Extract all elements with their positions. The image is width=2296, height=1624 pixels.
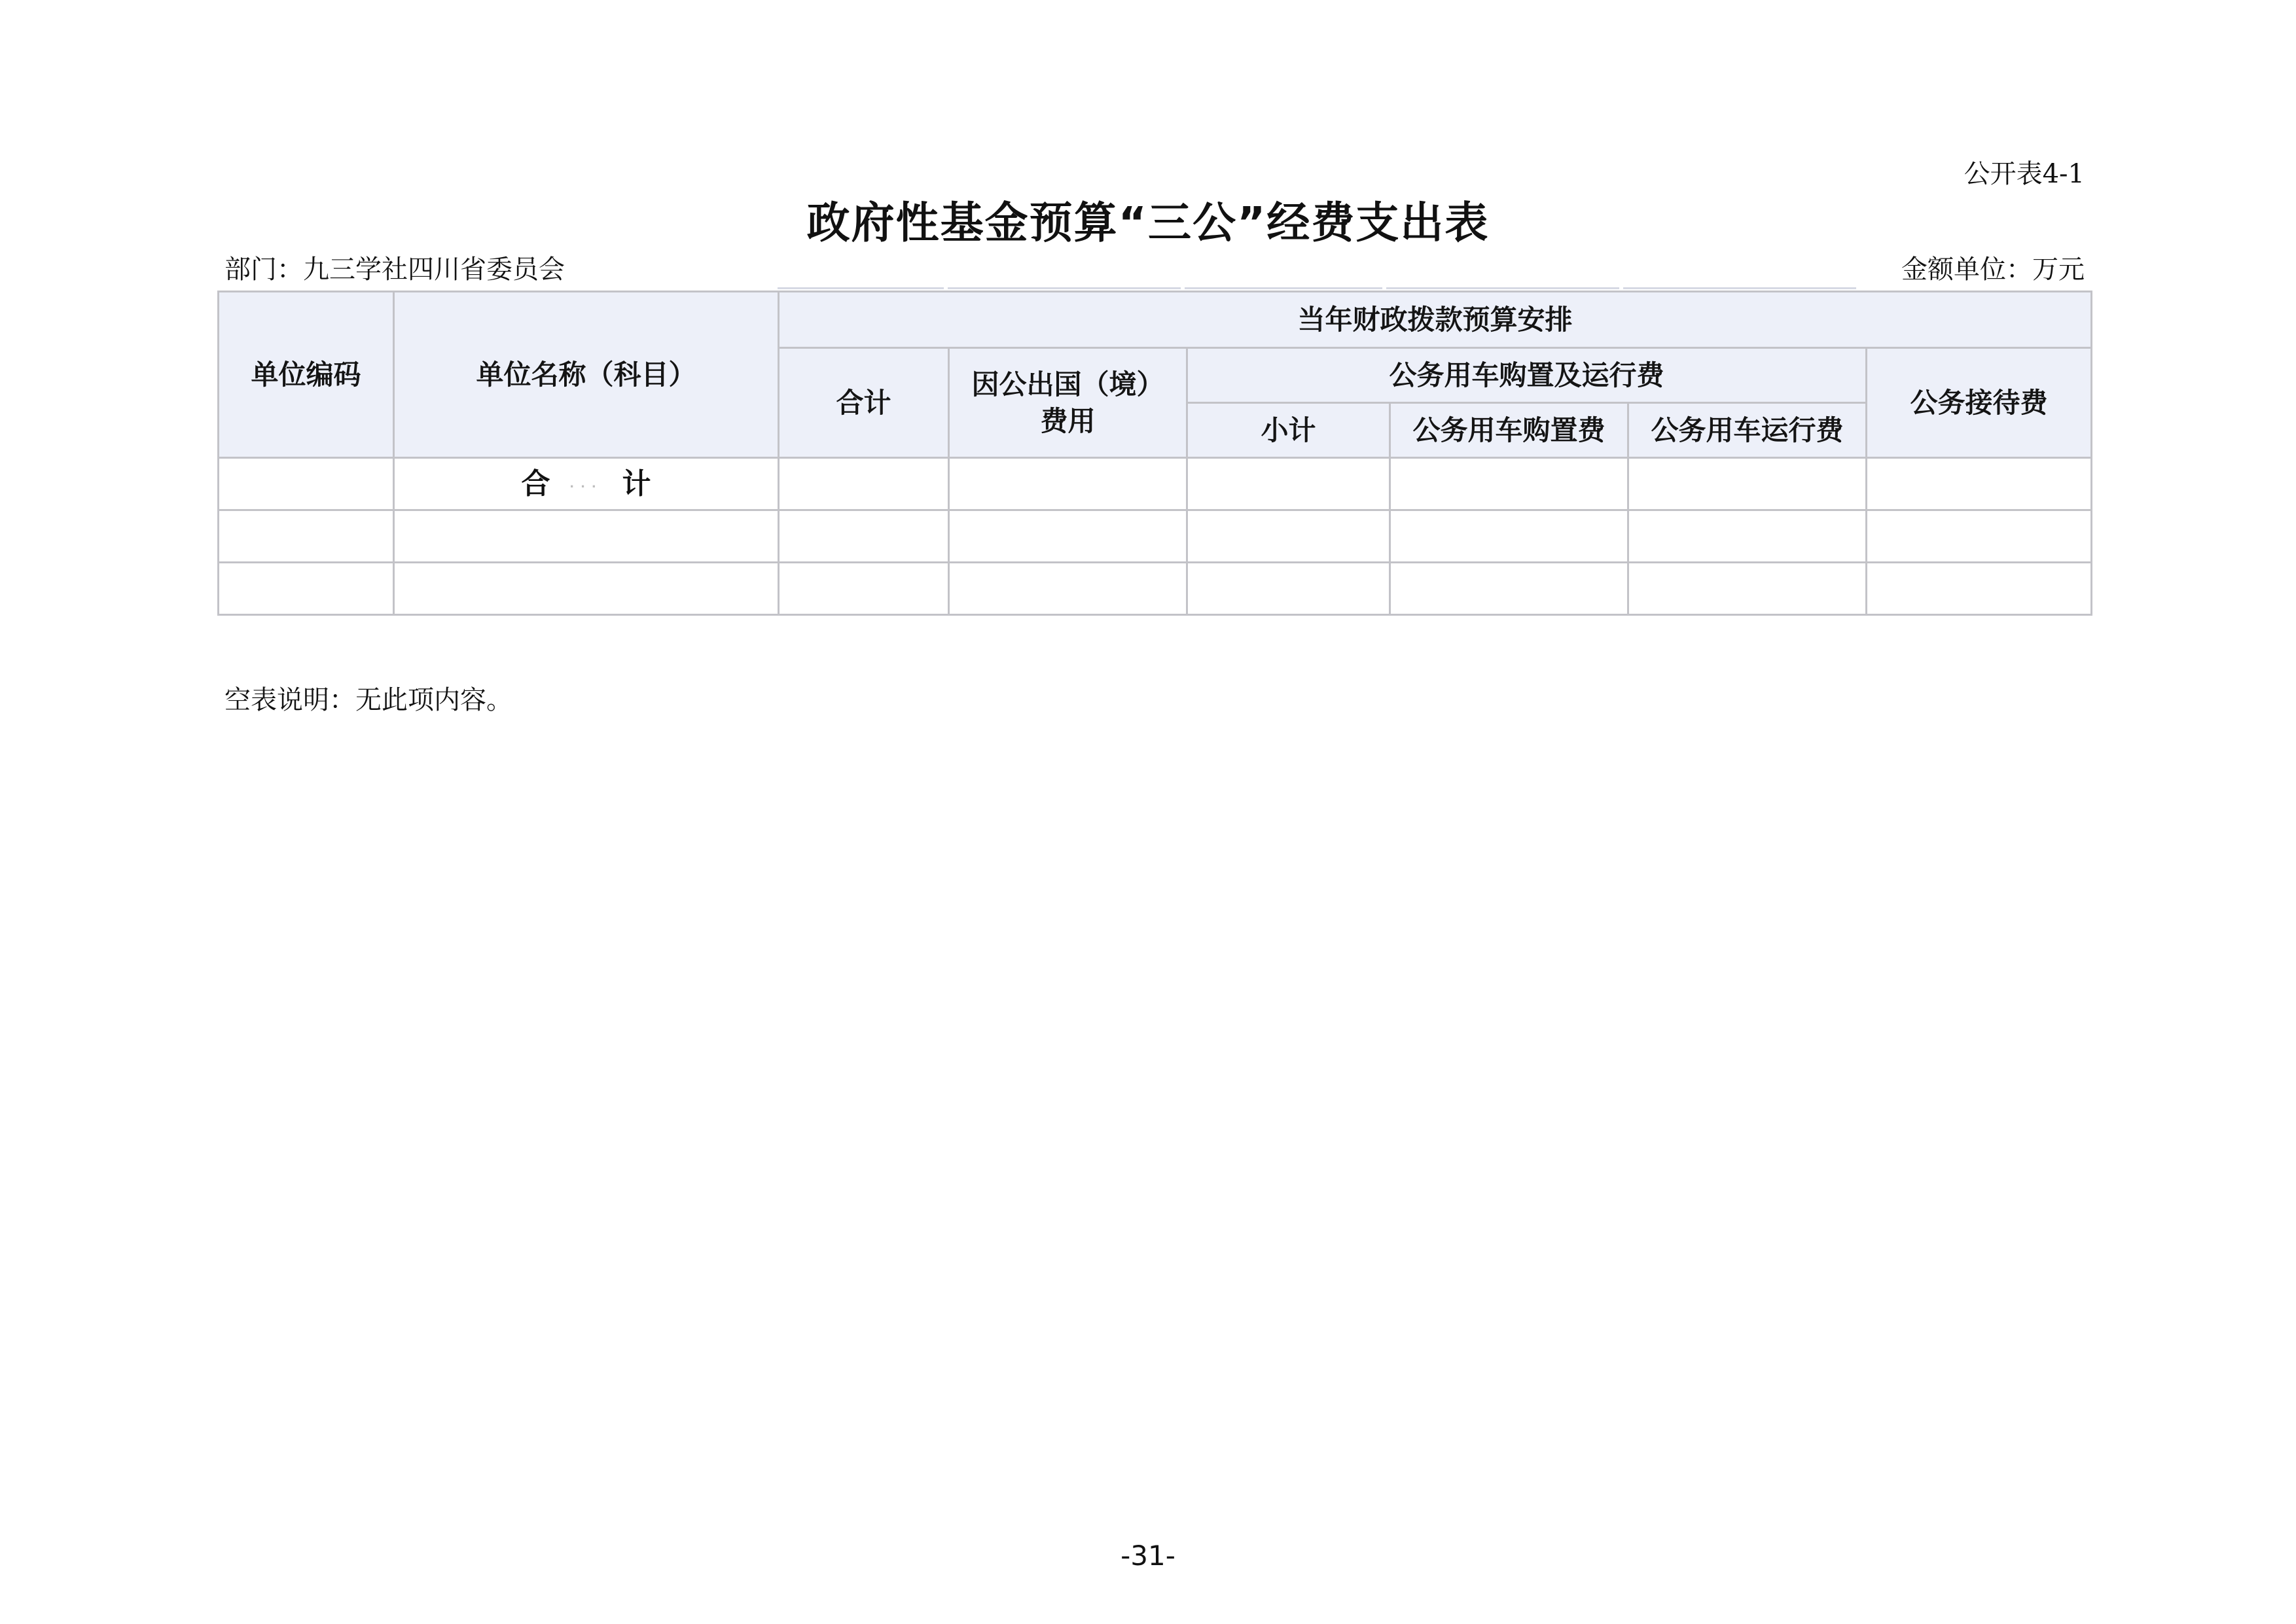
cell-overseas	[949, 458, 1187, 510]
header-unit-name: 单位名称（科目）	[394, 292, 779, 458]
cell-vehicle-operation	[1628, 458, 1867, 510]
divider-segment	[1623, 287, 1856, 289]
cell-vehicle-subtotal	[1187, 563, 1390, 615]
total-label-right: 计	[622, 467, 651, 501]
page-number: -31-	[1121, 1540, 1175, 1572]
header-vehicle-group: 公务用车购置及运行费	[1187, 348, 1867, 403]
header-overseas-line2: 费用	[1040, 404, 1096, 437]
header-total: 合计	[779, 348, 949, 458]
empty-table-note: 空表说明：无此项内容。	[224, 685, 512, 715]
table-header-row	[219, 292, 2092, 348]
header-vehicle-operation: 公务用车运行费	[1628, 403, 1867, 458]
cell-overseas	[949, 510, 1187, 563]
total-label-left: 合	[521, 467, 550, 501]
cell-vehicle-purchase	[1390, 510, 1628, 563]
cell-total	[779, 458, 949, 510]
header-vehicle-subtotal: 小计	[1187, 403, 1390, 458]
page-title: 政府性基金预算“三公”经费支出表	[806, 198, 1490, 248]
divider-segment	[1185, 287, 1382, 289]
cell-vehicle-purchase	[1390, 563, 1628, 615]
header-vehicle-purchase: 公务用车购置费	[1390, 403, 1628, 458]
cell-reception	[1867, 510, 2092, 563]
header-reception: 公务接待费	[1867, 348, 2092, 458]
budget-table	[217, 291, 2092, 616]
table-row	[219, 563, 2092, 615]
divider-segment	[1386, 287, 1619, 289]
cell-reception	[1867, 563, 2092, 615]
cell-vehicle-subtotal	[1187, 458, 1390, 510]
cell-reception	[1867, 458, 2092, 510]
table-row-total	[219, 458, 2092, 510]
form-code: 公开表4-1	[1964, 159, 2085, 189]
cell-unit-code	[219, 563, 394, 615]
cell-unit-code	[219, 458, 394, 510]
cell-unit-name	[394, 563, 779, 615]
currency-unit-label: 金额单位：万元	[1901, 255, 2085, 285]
header-overseas-line1: 因公出国（境）	[971, 368, 1164, 400]
table-row	[219, 510, 2092, 563]
cell-unit-name	[394, 510, 779, 563]
department-label: 部门：九三学社四川省委员会	[224, 255, 565, 285]
header-current-year-group: 当年财政拨款预算安排	[779, 292, 2092, 348]
dot-leader: ...	[569, 476, 603, 491]
divider-segment	[948, 287, 1181, 289]
cell-unit-code	[219, 510, 394, 563]
cell-unit-name	[394, 458, 779, 510]
divider-segment	[778, 287, 944, 289]
cell-vehicle-operation	[1628, 563, 1867, 615]
cell-total	[779, 563, 949, 615]
cell-vehicle-purchase	[1390, 458, 1628, 510]
header-unit-code: 单位编码	[219, 292, 394, 458]
cell-total	[779, 510, 949, 563]
header-overseas	[949, 348, 1187, 458]
cell-vehicle-operation	[1628, 510, 1867, 563]
cell-overseas	[949, 563, 1187, 615]
cell-vehicle-subtotal	[1187, 510, 1390, 563]
